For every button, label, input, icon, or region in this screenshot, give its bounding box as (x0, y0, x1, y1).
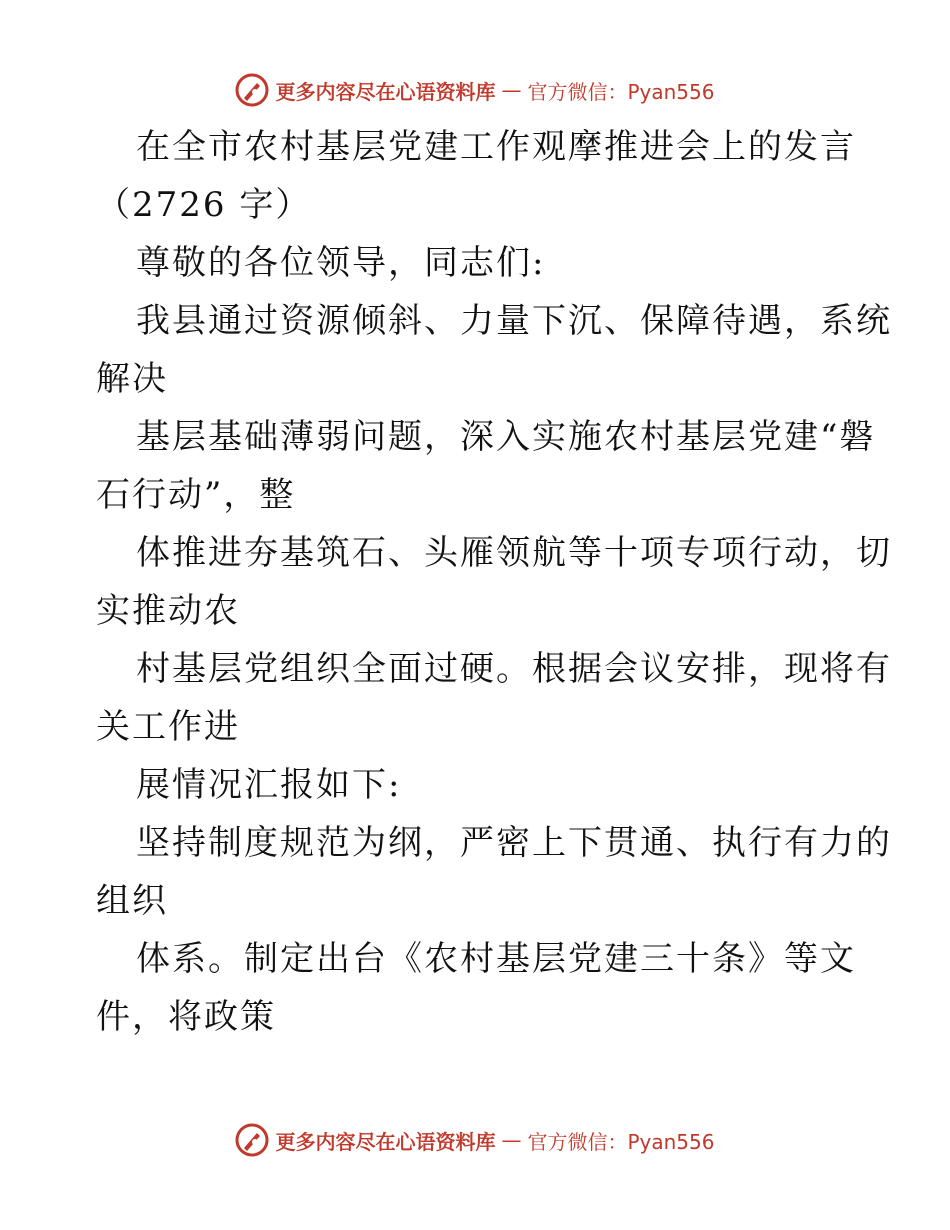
text-line: 石行动”，整 (96, 475, 296, 515)
text-line: 基层基础薄弱问题，深入实施农村基层党建“磐 (136, 417, 876, 457)
text-line: （2726 字） (96, 185, 312, 225)
watermark-separator: — (501, 78, 522, 102)
watermark-site-text: 更多内容尽在心语资料库 (275, 1129, 496, 1154)
pen-logo-icon (235, 1123, 269, 1157)
text-line: 组织 (96, 881, 168, 921)
text-line: 体系。制定出台《农村基层党建三十条》等文 (136, 939, 856, 979)
watermark-site-text: 更多内容尽在心语资料库 (275, 79, 496, 104)
text-line: 尊敬的各位领导，同志们: (136, 243, 546, 283)
footer-watermark (0, 1122, 950, 1158)
text-line: 体推进夯基筑石、头雁领航等十项专项行动，切 (136, 533, 892, 573)
text-line: 解决 (96, 359, 168, 399)
header-watermark (0, 72, 950, 108)
text-line: 坚持制度规范为纲，严密上下贯通、执行有力的 (136, 823, 892, 863)
text-line: 展情况汇报如下: (136, 765, 402, 805)
pen-logo-icon (235, 73, 269, 107)
text-line: 件，将政策 (96, 997, 276, 1037)
text-line: 实推动农 (96, 591, 240, 631)
text-line: 我县通过资源倾斜、力量下沉、保障待遇，系统 (136, 301, 892, 341)
text-line: 在全市农村基层党建工作观摩推进会上的发言 (136, 127, 856, 167)
watermark-wechat-text: 官方微信：Pyan556 (527, 79, 715, 104)
text-line: 村基层党组织全面过硬。根据会议安排，现将有 (136, 649, 892, 689)
watermark-wechat-text: 官方微信：Pyan556 (527, 1129, 715, 1154)
document-body (96, 118, 892, 1046)
watermark-separator: — (501, 1128, 522, 1152)
text-line: 关工作进 (96, 707, 240, 747)
